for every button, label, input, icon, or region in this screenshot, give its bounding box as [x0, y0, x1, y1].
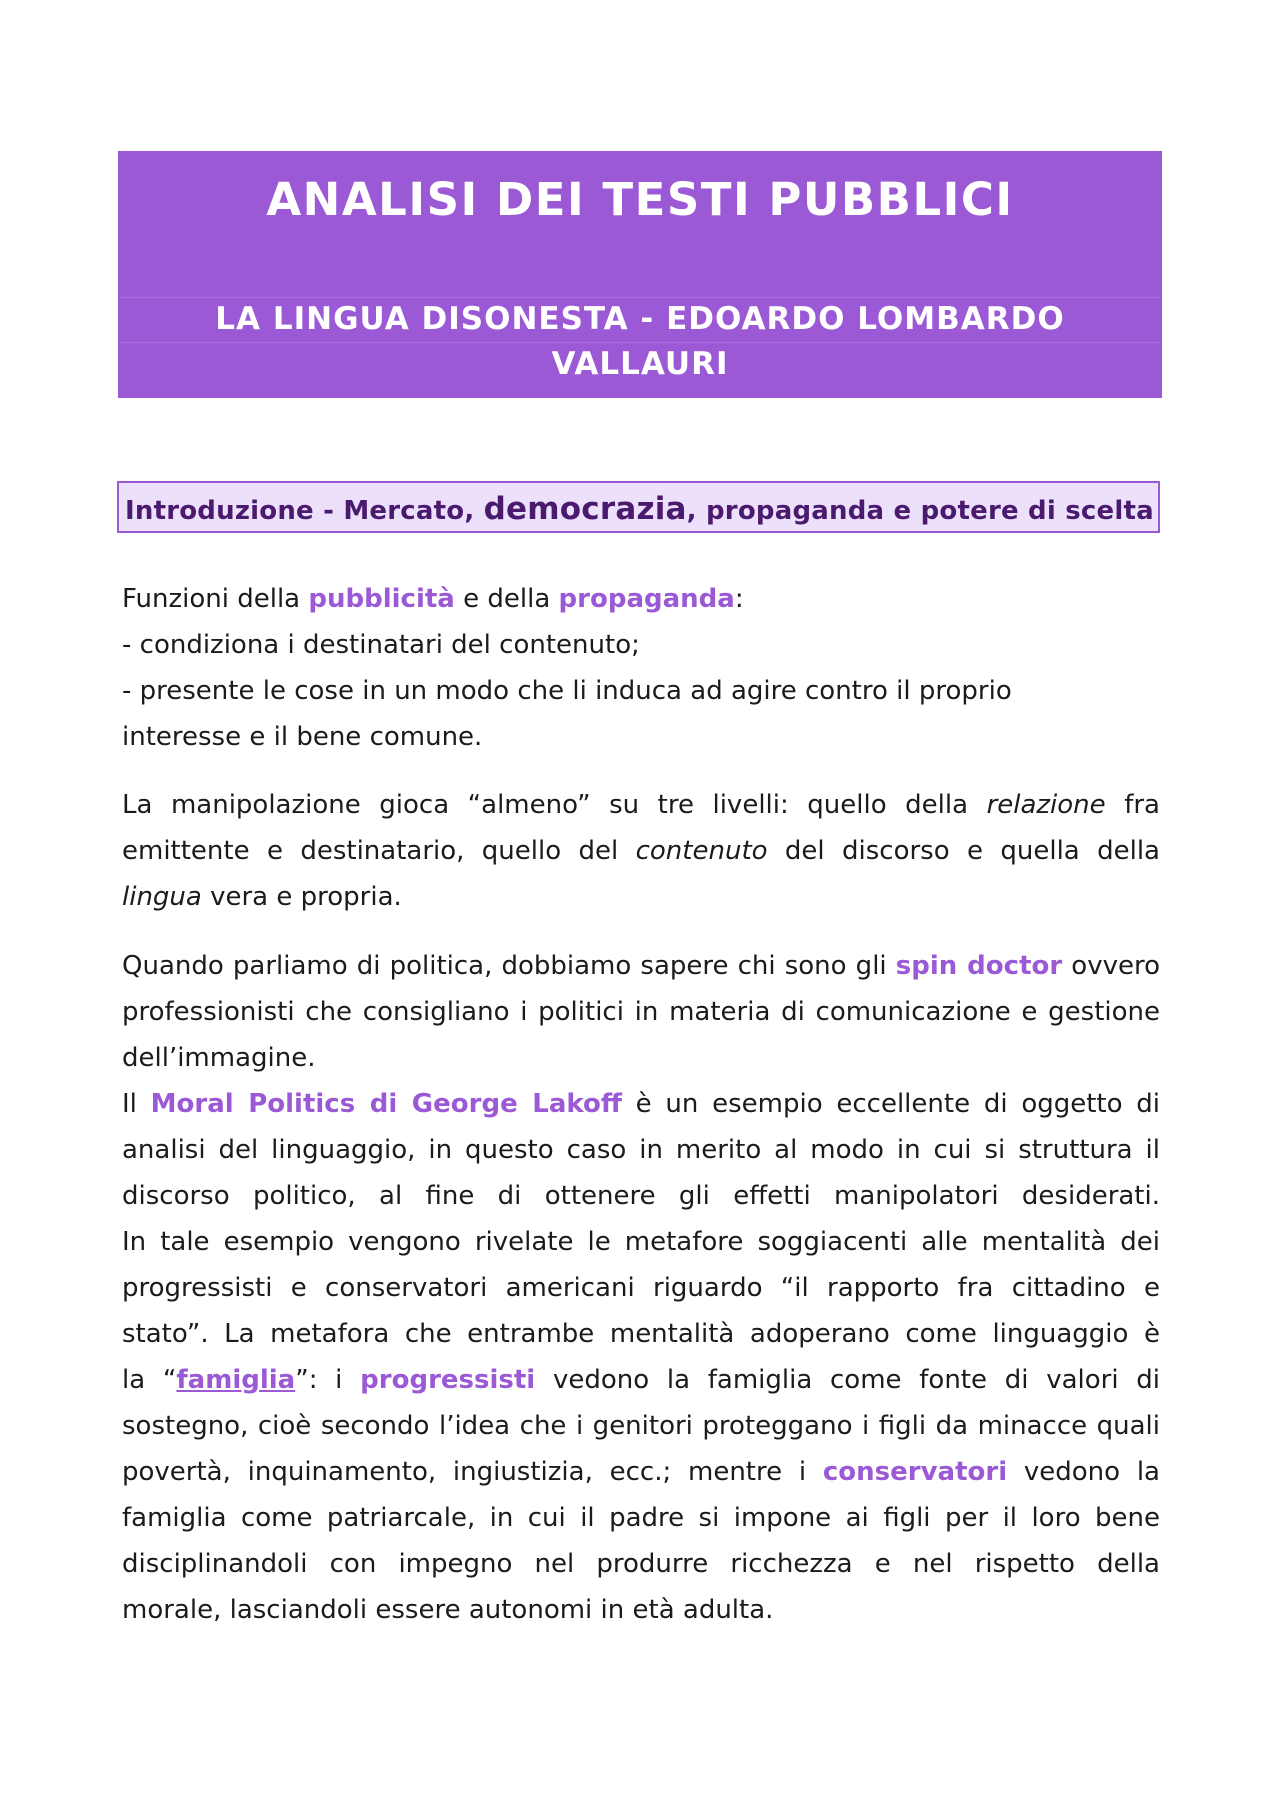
text-span: del discorso e quella della: [767, 836, 1160, 866]
paragraph-politics: [122, 943, 1160, 1633]
document-subtitle: [178, 297, 1102, 387]
subtitle-line: LA LINGUA DISONESTA - EDOARDO LOMBARDO: [215, 301, 1065, 337]
text-line: interesse e il bene comune.: [122, 722, 483, 752]
text-line: professionisti che consigliano i politici in materia di comunicazione e gestione: [122, 997, 1160, 1027]
text-line: [122, 1449, 1160, 1495]
text-span: fra: [1105, 790, 1160, 820]
italic-term: lingua: [122, 882, 202, 912]
text-span: Funzioni della: [122, 584, 309, 614]
text-span: ”: i: [295, 1365, 361, 1395]
text-line: [122, 874, 1160, 920]
keyword-highlight: propaganda: [558, 584, 735, 614]
text-line: [122, 943, 1160, 989]
text-span: vedono la: [1007, 1457, 1160, 1487]
keyword-highlight: progressisti: [360, 1365, 536, 1395]
text-span: :: [734, 584, 744, 614]
text-line: discorso politico, al fine di ottenere gli effetti manipolatori desiderati.: [122, 1181, 1160, 1211]
text-line: disciplinandoli con impegno nel produrre ricchezza e nel rispetto della: [122, 1549, 1160, 1579]
keyword-highlight: conservatori: [822, 1457, 1008, 1487]
text-line: stato”. La metafora che entrambe mentalità adoperano come linguaggio è: [122, 1319, 1160, 1349]
list-item: - condiziona i destinatari del contenuto;: [122, 630, 640, 660]
keyword-highlight: spin doctor: [895, 951, 1063, 981]
paragraph-manipulation: [122, 782, 1160, 920]
text-line: progressisti e conservatori americani riguardo “il rapporto fra cittadino e: [122, 1273, 1160, 1303]
text-span: vera e propria.: [201, 882, 402, 912]
text-line: [122, 1081, 1160, 1127]
text-span: è un esempio eccellente di oggetto di: [621, 1089, 1160, 1119]
italic-term: contenuto: [635, 836, 768, 866]
text-line: famiglia come patriarcale, in cui il padre si impone ai figli per il loro bene: [122, 1503, 1160, 1533]
text-span: La manipolazione gioca “almeno” su tre livelli: quello della: [122, 790, 987, 820]
text-line: morale, lasciandoli essere autonomi in età adulta.: [122, 1595, 774, 1625]
text-span: povertà, inquinamento, ingiustizia, ecc.; mentre i: [122, 1457, 823, 1487]
keyword-highlight: Moral Politics di George Lakoff: [150, 1089, 622, 1119]
header-banner: [118, 151, 1162, 398]
text-span: Quando parliamo di politica, dobbiamo sapere chi sono gli: [122, 951, 896, 981]
text-line: [122, 1357, 1160, 1403]
section-heading-text: , propaganda e potere di scelta: [686, 496, 1154, 526]
subtitle-line: VALLAURI: [551, 346, 729, 382]
section-heading-box: [117, 481, 1160, 533]
text-line: analisi del linguaggio, in questo caso in merito al modo in cui si struttura il: [122, 1135, 1160, 1165]
section-heading-emphasis: democrazia: [483, 491, 687, 527]
text-line: [122, 782, 1160, 828]
text-span: ovvero: [1062, 951, 1160, 981]
paragraph-functions: [122, 576, 1160, 760]
section-heading: [125, 491, 1154, 527]
text-span: e della: [454, 584, 559, 614]
text-span: la “: [122, 1365, 177, 1395]
italic-term: relazione: [986, 790, 1106, 820]
text-line: [122, 828, 1160, 874]
section-heading-text: Introduzione - Mercato,: [125, 496, 484, 526]
list-item: - presente le cose in un modo che li induca ad agire contro il proprio: [122, 676, 1012, 706]
text-span: Il: [122, 1089, 151, 1119]
keyword-highlight: pubblicità: [308, 584, 455, 614]
document-title: ANALISI DEI TESTI PUBBLICI: [266, 173, 1014, 226]
text-span: vedono la famiglia come fonte di valori di: [535, 1365, 1160, 1395]
text-line: sostegno, cioè secondo l’idea che i genitori proteggano i figli da minacce quali: [122, 1411, 1160, 1441]
text-line: In tale esempio vengono rivelate le metafore soggiacenti alle mentalità dei: [122, 1227, 1160, 1257]
text-line: dell’immagine.: [122, 1043, 316, 1073]
text-line: [122, 576, 1160, 622]
text-span: emittente e destinatario, quello del: [122, 836, 636, 866]
keyword-link: famiglia: [176, 1365, 296, 1395]
